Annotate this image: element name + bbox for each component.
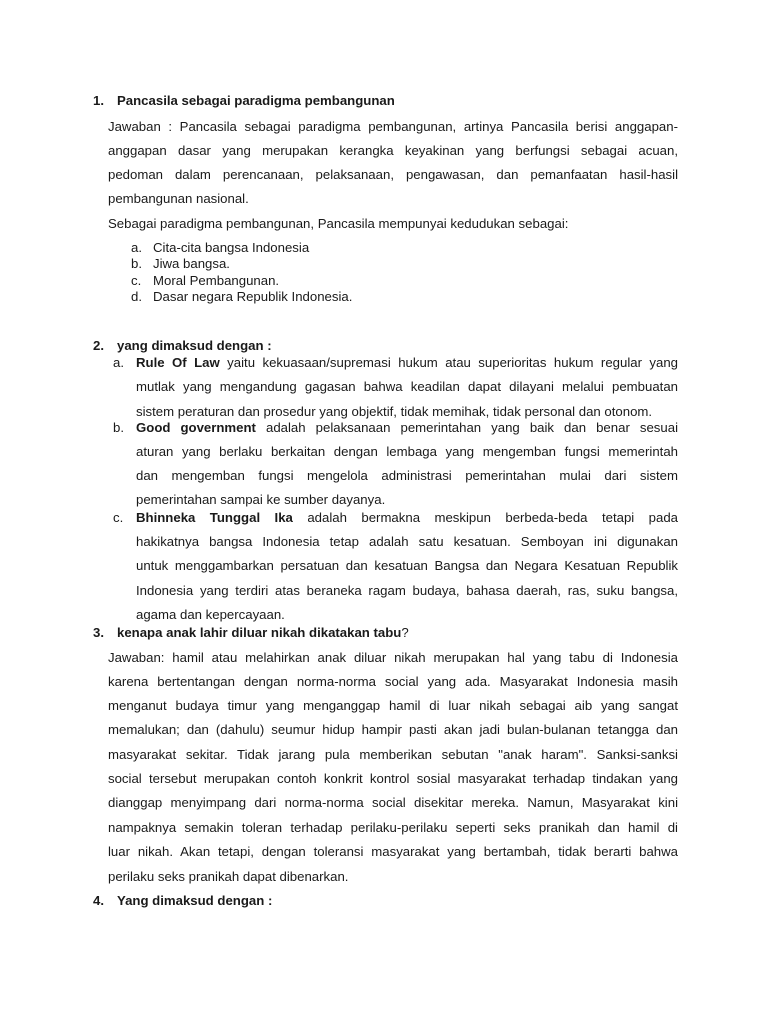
q2c-line: Indonesia yang terdiri atas beraneka ragam budaya, bahasa daerah, ras, suku bangsa, — [136, 583, 678, 598]
q3-answer-line: menganut budaya timur yang menganggap hamil di luar nikah sebagai aib yang sangat — [108, 698, 678, 713]
q2c-first-line-rest: adalah bermakna meskipun berbeda-beda tetapi pada — [292, 510, 678, 525]
q3-number: 3. — [93, 625, 104, 640]
q1-list-item: Moral Pembangunan. — [153, 273, 280, 288]
q2a-term: Rule Of Law — [136, 355, 220, 370]
q2b-line: pemerintahan sampai ke sumber dayanya. — [136, 492, 386, 507]
q3-answer-line: dianggap menyimpang dari norma-norma social disekitar mereka. Namun, Masyarakat kini — [108, 795, 678, 810]
q1-list-letter: c. — [131, 273, 142, 288]
q3-answer-line: nampaknya semakin toleran terhadap perilaku-perilaku seperti seks pranikah dan hamil di — [108, 820, 678, 835]
q2c-line: untuk menggambarkan persatuan dan kesatuan Bangsa dan Negara Kesatuan Republik — [136, 558, 678, 573]
q2b-first-line — [136, 420, 678, 435]
q1-list-item: Jiwa bangsa. — [153, 256, 230, 271]
q1-list-letter: b. — [131, 256, 142, 271]
q1-list-item: Dasar negara Republik Indonesia. — [153, 289, 353, 304]
q1-number: 1. — [93, 93, 104, 108]
q3-answer-line: social tersebut merupakan contoh konkrit kontrol sosial masyarakat terhadap tindakan yang — [108, 771, 678, 786]
q2-heading: yang dimaksud dengan : — [117, 338, 272, 353]
q4-number: 4. — [93, 893, 104, 908]
q2a-line: sistem peraturan dan prosedur yang objektif, tidak memihak, tidak personal dan otonom. — [136, 404, 653, 419]
q1-subparagraph: Sebagai paradigma pembangunan, Pancasila mempunyai kedudukan sebagai: — [108, 216, 569, 231]
q3-heading-mark: ? — [401, 625, 409, 640]
q1-answer-line: pedoman dalam perencanaan, pelaksanaan, pengawasan, dan pemanfaatan hasil-hasil — [108, 167, 678, 182]
q1-list-letter: d. — [131, 289, 142, 304]
q2c-first-line — [136, 510, 678, 525]
q1-heading: Pancasila sebagai paradigma pembangunan — [117, 93, 395, 108]
q1-answer-line: anggapan dasar yang merupakan kerangka keyakinan yang berfungsi sebagai acuan, — [108, 143, 678, 158]
q2b-letter: b. — [113, 420, 124, 435]
q2a-letter: a. — [113, 355, 124, 370]
q3-answer-line: luar nikah. Akan tetapi, dengan toleransi masyarakat yang bertambah, tidak berarti bahwa — [108, 844, 678, 859]
q2-number: 2. — [93, 338, 104, 353]
q2b-first-line-rest: adalah pelaksanaan pemerintahan yang baik dan benar sesuai — [255, 420, 678, 435]
q2a-line: mutlak yang mengandung gagasan bahwa keadilan dapat dilayani melalui pembuatan — [136, 379, 678, 394]
q3-answer-line: karena bertentangan dengan norma-norma social yang ada. Masyarakat Indonesia masih — [108, 674, 678, 689]
q3-heading-text: kenapa anak lahir diluar nikah dikatakan tabu — [117, 625, 402, 640]
q3-answer-line: memalukan; dan (dahulu) seumur hidup hampir pasti akan jadi bulan-bulanan tetangga dan — [108, 722, 678, 737]
q3-answer-line: perilaku seks pranikah dapat dibenarkan. — [108, 869, 349, 884]
q2b-term: Good government — [136, 420, 256, 435]
q2b-line: dan mengemban fungsi mengelola administrasi pemerintahan mulai dari sistem — [136, 468, 678, 483]
q1-answer-line: Jawaban : Pancasila sebagai paradigma pembangunan, artinya Pancasila berisi anggapan- — [108, 119, 678, 134]
q2b-line: aturan yang berlaku berkaitan dengan lembaga yang mengemban fungsi memerintah — [136, 444, 678, 459]
q4-heading: Yang dimaksud dengan : — [117, 893, 273, 908]
q3-heading — [117, 625, 409, 640]
q2a-first-line-rest: yaitu kekuasaan/supremasi hukum atau superioritas hukum regular yang — [219, 355, 679, 370]
q1-list-letter: a. — [131, 240, 142, 255]
q2c-term: Bhinneka Tunggal Ika — [136, 510, 293, 525]
q2a-first-line — [136, 355, 678, 370]
q1-answer-line: pembangunan nasional. — [108, 191, 249, 206]
q3-answer-line: Jawaban: hamil atau melahirkan anak diluar nikah merupakan hal yang tabu di Indonesia — [108, 650, 678, 665]
q1-list-item: Cita-cita bangsa Indonesia — [153, 240, 310, 255]
q2c-line: agama dan kepercayaan. — [136, 607, 285, 622]
q3-answer-line: masyarakat sekitar. Tidak jarang pula memberikan sebutan "anak haram". Sanksi-sanksi — [108, 747, 678, 762]
q2c-letter: c. — [113, 510, 124, 525]
q2c-line: hakikatnya bangsa Indonesia tetap adalah satu kesatuan. Semboyan ini digunakan — [136, 534, 678, 549]
